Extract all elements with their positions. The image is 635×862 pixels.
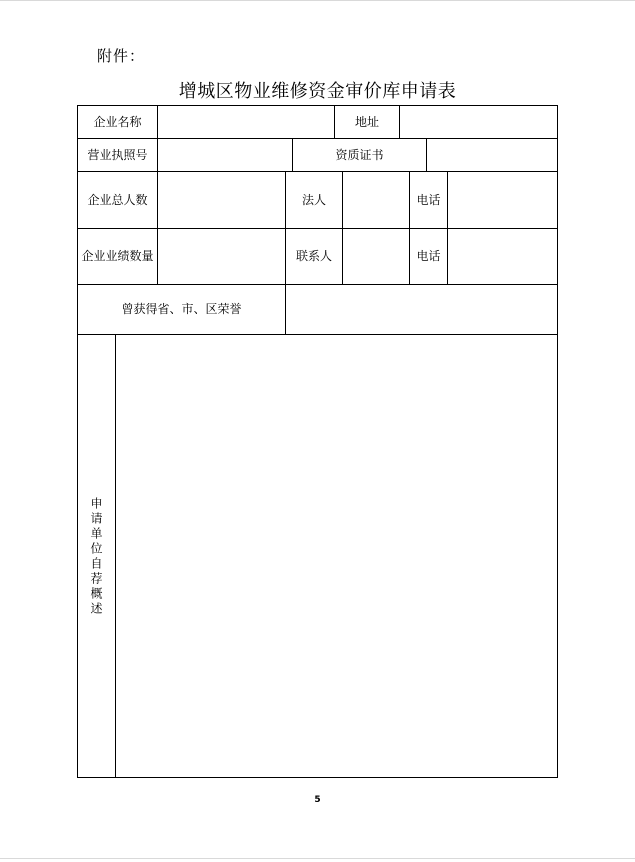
performance-count-label: 企业业绩数量	[81, 249, 154, 263]
contact-person-field[interactable]	[343, 229, 409, 284]
total-staff-label: 企业总人数	[87, 192, 148, 207]
qualification-cert-field[interactable]	[427, 139, 557, 171]
contact-person-label: 联系人	[295, 249, 332, 263]
legal-person-field[interactable]	[343, 172, 409, 228]
honors-field[interactable]	[286, 285, 557, 334]
self-recommendation-field[interactable]	[116, 335, 557, 777]
company-name-label: 企业名称	[93, 114, 142, 129]
table-border-bottom	[77, 777, 558, 778]
self-recommendation-label: 申请单位自荐概述	[89, 496, 103, 617]
company-name-field[interactable]	[158, 106, 334, 138]
page-top-border	[0, 0, 635, 1]
self-recommendation-label-cell	[77, 335, 115, 778]
business-license-label: 营业执照号	[87, 147, 148, 162]
phone-label: 电话	[416, 249, 441, 263]
phone-label: 电话	[416, 192, 441, 207]
page-bottom-border	[0, 858, 635, 859]
contact-phone-field[interactable]	[448, 229, 557, 284]
legal-person-phone-field[interactable]	[448, 172, 557, 228]
page-number: 5	[314, 795, 321, 805]
table-border-right	[557, 105, 558, 778]
honors-label: 曾获得省、市、区荣誉	[121, 302, 242, 316]
form-title: 增城区物业维修资金审价库申请表	[178, 81, 457, 102]
attachment-label: 附件：	[97, 47, 146, 65]
qualification-cert-label: 资质证书	[335, 147, 384, 162]
address-field[interactable]	[400, 106, 557, 138]
application-form-table	[77, 105, 557, 778]
total-staff-field[interactable]	[158, 172, 285, 228]
performance-count-field[interactable]	[158, 229, 285, 284]
legal-person-label: 法人	[301, 192, 326, 207]
business-license-field[interactable]	[158, 139, 292, 171]
address-label: 地址	[354, 114, 379, 129]
